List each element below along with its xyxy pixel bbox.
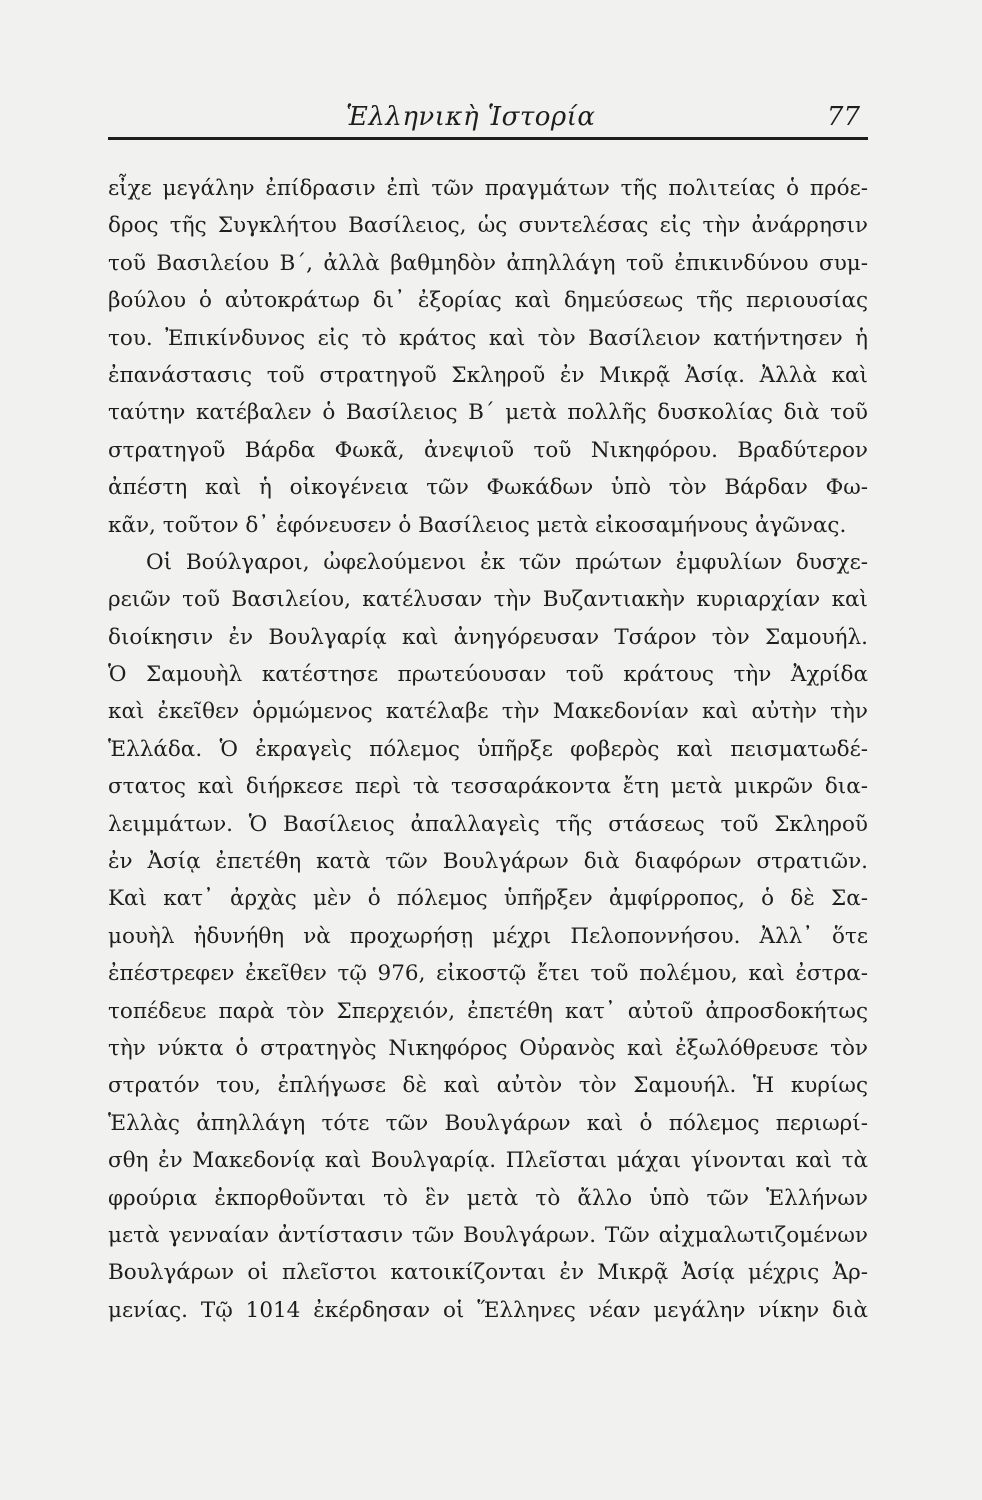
text-line: ἀπέστη καὶ ἡ οἰκογένεια τῶν Φωκάδων ὑπὸ τὸν Βάρδαν Φω-	[108, 475, 868, 501]
text-line: τὴν νύκτα ὁ στρατηγὸς Νικηφόρος Οὐρανὸς καὶ ἐξωλόθρευσε τὸν	[108, 1035, 868, 1061]
text-line: ρειῶν τοῦ Βασιλείου, κατέλυσαν τὴν Βυζαντιακὴν κυριαρχίαν καὶ	[108, 587, 868, 613]
text-line: Ἑλλὰς ἀπηλλάγη τότε τῶν Βουλγάρων καὶ ὁ πόλεμος περιωρί-	[108, 1110, 868, 1136]
text-line: καὶ ἐκεῖθεν ὁρμώμενος κατέλαβε τὴν Μακεδονίαν καὶ αὐτὴν τὴν	[108, 699, 868, 725]
text-line: Καὶ κατ᾽ ἀρχὰς μὲν ὁ πόλεμος ὑπῆρξεν ἀμφίρροπος, ὁ δὲ Σα-	[108, 886, 868, 912]
text-line: Ἑλλάδα. Ὁ ἐκραγεὶς πόλεμος ὑπῆρξε φοβερὸς καὶ πεισματωδέ-	[108, 736, 868, 762]
body-text	[108, 170, 868, 1329]
text-line: τοῦ Βασιλείου Β΄, ἀλλὰ βαθμηδὸν ἀπηλλάγη τοῦ ἐπικινδύνου συμ-	[108, 250, 868, 276]
text-line: του. Ἐπικίνδυνος εἰς τὸ κράτος καὶ τὸν Βασίλειον κατήντησεν ἡ	[108, 325, 868, 351]
text-line: στρατόν του, ἐπλήγωσε δὲ καὶ αὐτὸν τὸν Σαμουήλ. Ἡ κυρίως	[108, 1073, 868, 1099]
text-line: στρατηγοῦ Βάρδα Φωκᾶ, ἀνεψιοῦ τοῦ Νικηφόρου. Βραδύτερον	[108, 437, 868, 463]
text-line: ταύτην κατέβαλεν ὁ Βασίλειος Β΄ μετὰ πολλῆς δυσκολίας διὰ τοῦ	[108, 400, 868, 426]
text-line: μουὴλ ἠδυνήθη νὰ προχωρήσῃ μέχρι Πελοποννήσου. Ἀλλ᾽ ὅτε	[108, 923, 868, 949]
text-line: βούλου ὁ αὐτοκράτωρ δι᾽ ἐξορίας καὶ δημεύσεως τῆς περιουσίας	[108, 288, 868, 314]
text-line: κᾶν, τοῦτον δ᾽ ἐφόνευσεν ὁ Βασίλειος μετὰ εἰκοσαμήνους ἀγῶνας.	[108, 512, 847, 538]
running-title: Ἑλληνικὴ Ἱστορία	[346, 102, 596, 132]
text-line: ἐπέστρεφεν ἐκεῖθεν τῷ 976, εἰκοστῷ ἔτει τοῦ πολέμου, καὶ ἐστρα-	[108, 961, 868, 987]
text-line: δρος τῆς Συγκλήτου Βασίλειος, ὡς συντελέσας εἰς τὴν ἀνάρρησιν	[108, 213, 868, 239]
text-line: ἐπανάστασις τοῦ στρατηγοῦ Σκληροῦ ἐν Μικρᾷ Ἀσίᾳ. Ἀλλὰ καὶ	[108, 362, 868, 388]
text-line: τοπέδευε παρὰ τὸν Σπερχειόν, ἐπετέθη κατ᾽ αὐτοῦ ἀπροσδοκήτως	[108, 998, 868, 1024]
text-line: Οἱ Βούλγαροι, ὠφελούμενοι ἐκ τῶν πρώτων ἐμφυλίων δυσχε-	[146, 549, 868, 575]
text-line: λειμμάτων. Ὁ Βασίλειος ἀπαλλαγεὶς τῆς στάσεως τοῦ Σκληροῦ	[108, 811, 868, 837]
page-number: 77	[826, 102, 860, 132]
text-line: εἶχε μεγάλην ἐπίδρασιν ἐπὶ τῶν πραγμάτων τῆς πολιτείας ὁ πρόε-	[108, 176, 868, 201]
text-line: διοίκησιν ἐν Βουλγαρίᾳ καὶ ἀνηγόρευσαν Τσάρον τὸν Σαμουήλ.	[108, 624, 868, 650]
text-line: ἐν Ἀσίᾳ ἐπετέθη κατὰ τῶν Βουλγάρων διὰ διαφόρων στρατιῶν.	[108, 849, 868, 875]
running-header	[108, 92, 868, 140]
text-line: στατος καὶ διήρκεσε περὶ τὰ τεσσαράκοντα ἔτη μετὰ μικρῶν δια-	[108, 774, 868, 800]
text-line: Βουλγάρων οἱ πλεῖστοι κατοικίζονται ἐν Μικρᾷ Ἀσίᾳ μέχρις Ἀρ-	[108, 1260, 868, 1286]
text-line: μενίας. Τῷ 1014 ἐκέρδησαν οἱ Ἕλληνες νέαν μεγάλην νίκην διὰ	[108, 1297, 868, 1323]
text-line: Ὁ Σαμουὴλ κατέστησε πρωτεύουσαν τοῦ κράτους τὴν Ἀχρίδα	[108, 662, 868, 688]
header-rule	[108, 137, 868, 140]
text-line: σθη ἐν Μακεδονίᾳ καὶ Βουλγαρίᾳ. Πλεῖσται μάχαι γίνονται καὶ τὰ	[108, 1148, 868, 1174]
text-line: μετὰ γενναίαν ἀντίστασιν τῶν Βουλγάρων. Τῶν αἰχμαλωτιζομένων	[108, 1222, 868, 1248]
text-line: φρούρια ἐκπορθοῦνται τὸ ἓν μετὰ τὸ ἄλλο ὑπὸ τῶν Ἑλλήνων	[108, 1185, 868, 1211]
